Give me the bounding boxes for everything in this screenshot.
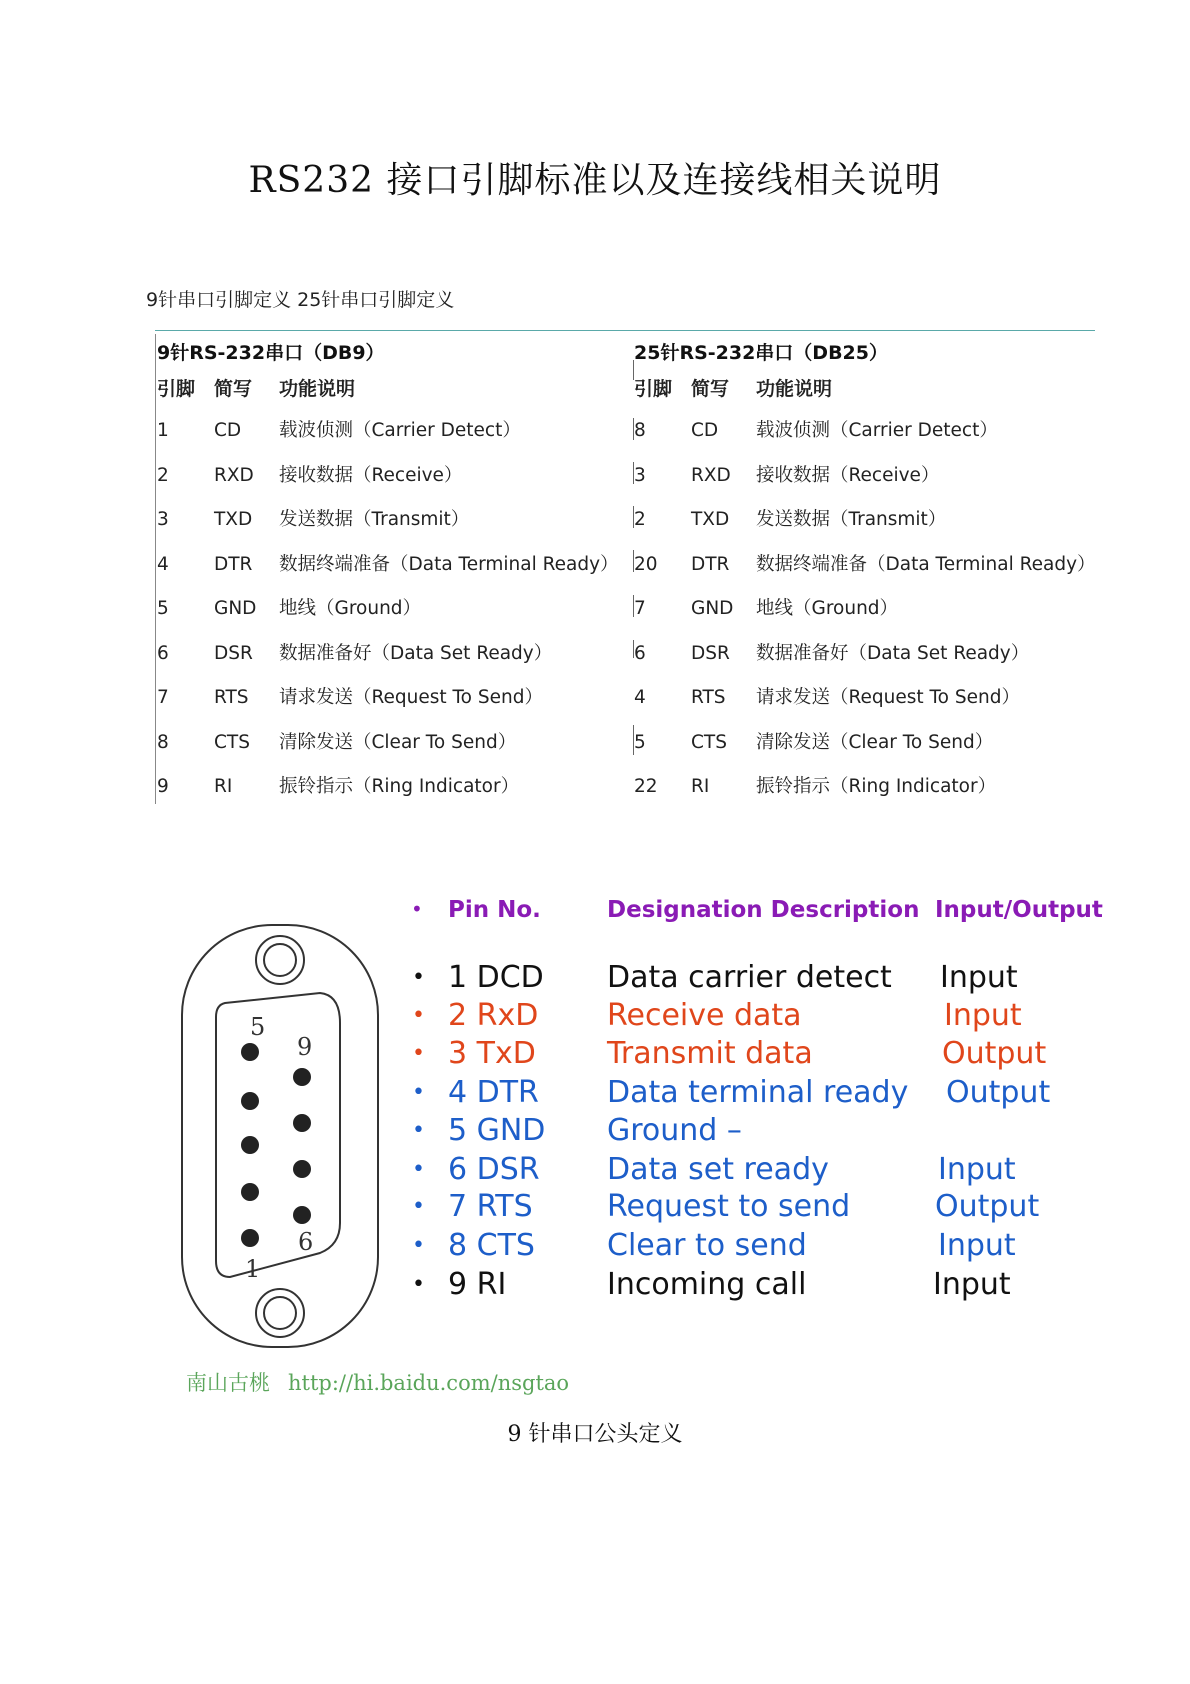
signal-direction: Input [940,960,1018,995]
signal-direction: Input [933,1267,1011,1302]
signal-description: Data carrier detect [607,960,892,995]
desc-cell: 地线（Ground） [279,598,422,619]
signal-pin: 5 GND [448,1113,546,1148]
signal-pin: 3 TxD [448,1036,536,1071]
abbr-cell: RTS [214,687,249,708]
abbr-cell: CTS [214,731,250,753]
pin-no-header: Pin No. [448,897,541,923]
abbr-cell: TXD [691,509,730,530]
db25-column-headers [634,374,1094,416]
table-row [157,639,627,684]
bullet: • [412,1080,425,1105]
abbr-cell: RXD [691,464,731,486]
signal-row [0,1111,1190,1150]
page-title: RS232 接口引脚标准以及连接线相关说明 [248,160,942,201]
pin-cell: 7 [157,687,169,708]
table-caption: 9针串口引脚定义 25针串口引脚定义 [146,289,455,311]
table-row [157,728,627,773]
watermark-url: http://hi.baidu.com/nsgtao [288,1371,570,1395]
pin-cell: 3 [157,509,169,530]
table-row [634,683,1094,728]
signal-description: Receive data [607,998,802,1033]
pin-cell: 4 [157,553,169,575]
pin-label: 5 [250,1013,266,1041]
col-desc-header: 功能说明 [756,378,833,400]
pin-cell: 5 [157,598,169,619]
pin-cell: 6 [634,642,646,664]
db25-heading: 25针RS-232串口（DB25） [634,342,888,364]
pin-cell: 5 [634,731,646,753]
abbr-cell: RXD [214,464,254,486]
desc-cell: 数据终端准备（Data Terminal Ready） [279,553,619,575]
abbr-cell: GND [691,598,734,619]
signal-description: Ground – [607,1113,742,1148]
pin-cell: 8 [157,731,169,753]
signal-direction: Output [935,1189,1040,1224]
pin-cell: 8 [634,420,646,441]
pin-label: 6 [298,1228,314,1256]
pin-cell: 2 [157,464,169,486]
table-row [634,639,1094,684]
bullet: • [412,1157,425,1182]
db9-heading: 9针RS-232串口（DB9） [157,342,385,364]
table-row [157,594,627,639]
signal-description: Data terminal ready [607,1075,909,1110]
pin-cell: 20 [634,553,658,575]
pin-cell: 7 [634,598,646,619]
abbr-cell: CD [691,420,719,441]
db9-column-headers [157,374,627,416]
abbr-cell: DSR [214,642,253,664]
watermark [186,1367,569,1397]
col-abbr-header: 简写 [214,378,253,400]
pin-cell: 2 [634,509,646,530]
col-pin-header: 引脚 [157,378,196,400]
signal-row [0,1150,1190,1189]
desc-cell: 振铃指示（Ring Indicator） [756,776,997,797]
desc-cell: 请求发送（Request To Send） [279,687,543,708]
header-bullet: • [411,897,423,921]
pin-label: 9 [297,1033,313,1061]
signal-row [0,1187,1190,1226]
table-row [634,728,1094,773]
signal-pin: 7 RTS [448,1189,533,1224]
bullet: • [412,1041,425,1066]
abbr-cell: TXD [214,509,253,530]
pin-cell: 9 [157,776,169,797]
table-row [157,683,627,728]
bullet: • [412,1272,425,1297]
abbr-cell: DSR [691,642,730,664]
abbr-cell: DTR [214,553,253,575]
abbr-cell: GND [214,598,257,619]
desc-cell: 数据准备好（Data Set Ready） [279,642,553,664]
figure-caption: 9 针串口公头定义 [507,1422,683,1447]
col-abbr-header: 简写 [691,378,730,400]
signal-pin: 8 CTS [448,1228,535,1263]
signal-row [0,958,1190,997]
desc-cell: 载波侦测（Carrier Detect） [756,420,998,441]
pin-cell: 1 [157,420,169,441]
table-left-border [155,334,156,804]
desc-cell: 接收数据（Receive） [279,464,463,486]
signal-direction: Output [942,1036,1047,1071]
desc-cell: 清除发送（Clear To Send） [756,731,994,753]
table-row [634,461,1094,506]
desc-cell: 数据终端准备（Data Terminal Ready） [756,553,1096,575]
table-row [634,416,1094,461]
col-desc-header: 功能说明 [279,378,356,400]
signal-row [0,1073,1190,1112]
bullet: • [412,1118,425,1143]
desc-cell: 地线（Ground） [756,598,899,619]
table-row [157,505,627,550]
bullet: • [412,1233,425,1258]
watermark-name: 南山古桃 [186,1371,270,1395]
db25-table [634,338,1094,817]
signal-description: Transmit data [607,1036,813,1071]
table-row [157,461,627,506]
table-row [157,772,627,817]
signal-direction: Input [944,998,1022,1033]
abbr-cell: RTS [691,687,726,708]
pin-cell: 3 [634,464,646,486]
table-row [634,505,1094,550]
desc-cell: 振铃指示（Ring Indicator） [279,776,520,797]
col-pin-header: 引脚 [634,378,673,400]
bullet: • [412,965,425,990]
signal-direction: Output [946,1075,1051,1110]
abbr-cell: CD [214,420,242,441]
designation-header: Designation Description [607,897,920,923]
signal-pin: 1 DCD [448,960,544,995]
signal-description: Data set ready [607,1152,829,1187]
signal-row [0,1034,1190,1073]
desc-cell: 请求发送（Request To Send） [756,687,1020,708]
bullet: • [412,1194,425,1219]
desc-cell: 发送数据（Transmit） [756,509,947,530]
desc-cell: 发送数据（Transmit） [279,509,470,530]
db9-table [157,338,627,817]
signal-description: Clear to send [607,1228,807,1263]
signal-row [0,1226,1190,1265]
signal-description: Incoming call [607,1267,807,1302]
signal-direction: Input [938,1228,1016,1263]
signal-pin: 2 RxD [448,998,539,1033]
io-header: Input/Output [935,897,1103,923]
abbr-cell: RI [214,776,233,797]
desc-cell: 载波侦测（Carrier Detect） [279,420,521,441]
signal-row [0,996,1190,1035]
pin-cell: 6 [157,642,169,664]
abbr-cell: CTS [691,731,727,753]
desc-cell: 清除发送（Clear To Send） [279,731,517,753]
signal-direction: Input [938,1152,1016,1187]
signal-pin: 4 DTR [448,1075,539,1110]
abbr-cell: DTR [691,553,730,575]
abbr-cell: RI [691,776,710,797]
signal-row [0,1265,1190,1304]
signal-pin: 6 DSR [448,1152,540,1187]
desc-cell: 接收数据（Receive） [756,464,940,486]
pin-label: 1 [245,1255,261,1283]
pin-cell: 22 [634,776,658,797]
signal-description: Request to send [607,1189,851,1224]
signal-pin: 9 RI [448,1267,507,1302]
pin-cell: 4 [634,687,646,708]
table-row [634,772,1094,817]
desc-cell: 数据准备好（Data Set Ready） [756,642,1030,664]
table-row [157,550,627,595]
bullet: • [412,1003,425,1028]
table-row [634,594,1094,639]
table-row [157,416,627,461]
table-row [634,550,1094,595]
